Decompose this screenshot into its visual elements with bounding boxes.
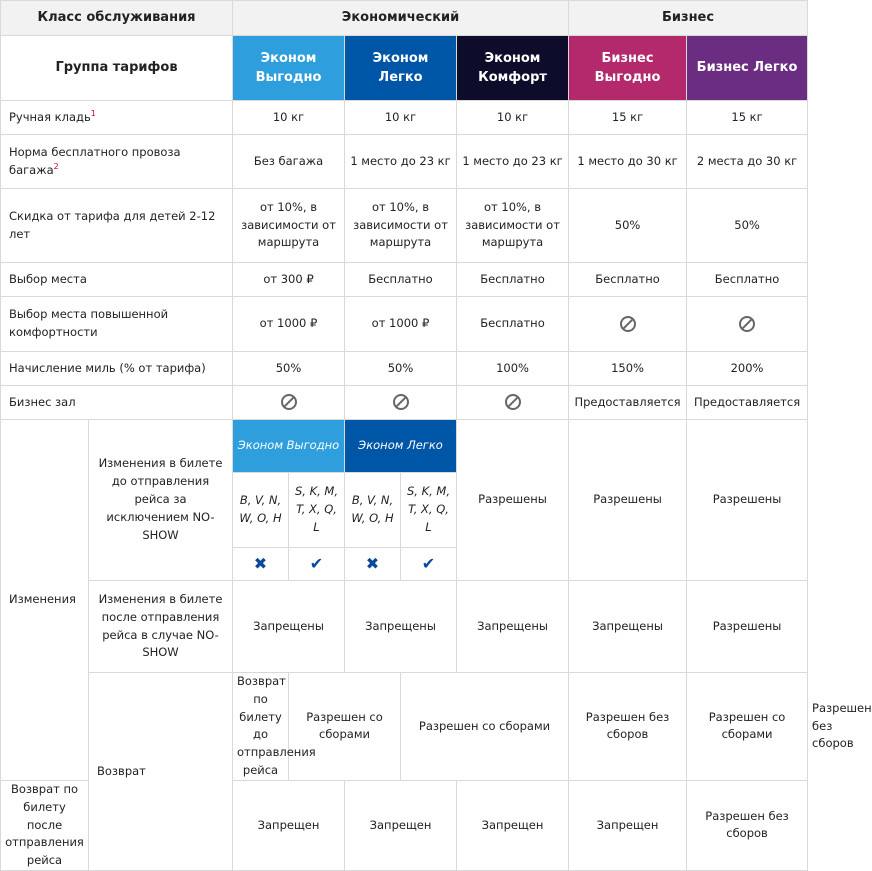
table-cell: 200% [687, 352, 808, 386]
table-cell [289, 548, 345, 581]
not-available-icon [393, 394, 409, 410]
fare-name: Эконом [484, 50, 541, 66]
table-row [1, 386, 808, 420]
table-row [1, 581, 808, 673]
table-cell [457, 386, 569, 420]
table-row [1, 352, 808, 386]
table-cell: 50% [233, 352, 345, 386]
table-cell: Запрещен [569, 780, 687, 870]
table-cell: Разрешены [687, 581, 808, 673]
table-cell: 10 кг [345, 101, 457, 135]
table-cell: Предоставляется [687, 386, 808, 420]
row-label-refund-before: Возврат по билету до отправления рейса [233, 673, 289, 781]
table-cell: Без багажа [233, 135, 345, 189]
section-label-refund: Возврат [89, 673, 233, 871]
table-cell [401, 548, 457, 581]
check-icon: ✔ [309, 553, 324, 573]
not-available-icon [505, 394, 521, 410]
table-cell: 15 кг [569, 101, 687, 135]
row-label-refund-after: Возврат по билету после отправления рейса [1, 780, 89, 870]
section-label-changes: Изменения [1, 420, 89, 781]
table-cell: от 1000 ₽ [345, 297, 457, 352]
table-cell: 2 места до 30 кг [687, 135, 808, 189]
table-cell [233, 548, 289, 581]
table-cell: 50% [569, 189, 687, 263]
table-row [1, 189, 808, 263]
fare-name: Комфорт [478, 70, 547, 85]
table-cell: от 10%, в зависимости от маршрута [457, 189, 569, 263]
row-label-baggage [1, 135, 233, 189]
table-cell: Бесплатно [345, 263, 457, 297]
table-cell: Разрешен со сборами [687, 673, 808, 781]
table-cell: 1 место до 23 кг [457, 135, 569, 189]
check-icon: ✔ [421, 553, 436, 573]
cross-icon: ✖ [365, 553, 380, 573]
table-cell [233, 386, 345, 420]
table-cell: Разрешены [687, 420, 808, 581]
table-cell: 50% [345, 352, 457, 386]
table-cell: от 300 ₽ [233, 263, 345, 297]
table-cell: Предоставляется [569, 386, 687, 420]
fare-econom-vygodno [233, 36, 345, 101]
table-cell: 10 кг [233, 101, 345, 135]
table-row [1, 135, 808, 189]
fare-name: Бизнес [601, 50, 654, 66]
table-cell: 1 место до 30 кг [569, 135, 687, 189]
table-cell: Бесплатно [457, 263, 569, 297]
fare-group-header: Группа тарифов [1, 36, 233, 101]
table-cell: Запрещен [345, 780, 457, 870]
table-cell: Разрешены [569, 420, 687, 581]
table-cell: Бесплатно [569, 263, 687, 297]
table-cell [569, 297, 687, 352]
row-label-miles: Начисление миль (% от тарифа) [1, 352, 233, 386]
service-class-header: Класс обслуживания [1, 1, 233, 36]
sub-fare-econom-legko: Эконом Легко [345, 420, 457, 473]
table-cell: Бесплатно [687, 263, 808, 297]
table-cell: Разрешен без сборов [687, 780, 808, 870]
not-available-icon [281, 394, 297, 410]
table-cell: Запрещен [457, 780, 569, 870]
table-cell [687, 297, 808, 352]
table-cell: Запрещены [457, 581, 569, 673]
footnote-mark: 2 [53, 161, 59, 171]
booking-classes: B, V, N, W, O, H [233, 473, 289, 548]
table-cell [345, 548, 401, 581]
table-cell: 15 кг [687, 101, 808, 135]
table-cell: Разрешен со сборами [401, 673, 569, 781]
table-cell: Разрешен без сборов [569, 673, 687, 781]
row-label-changes-before: Изменения в билете до отправления рейса за исключением NO-SHOW [89, 420, 233, 581]
table-cell: Бесплатно [457, 297, 569, 352]
fare-name: Бизнес Легко [696, 60, 798, 76]
fare-name: Эконом [372, 50, 429, 66]
row-label-hand-luggage [1, 101, 233, 135]
fare-biznes-vygodno [569, 36, 687, 101]
table-cell: 10 кг [457, 101, 569, 135]
table-cell: 100% [457, 352, 569, 386]
table-cell: Разрешены [457, 420, 569, 581]
table-cell: Разрешен со сборами [289, 673, 401, 781]
fare-biznes-legko [687, 36, 808, 101]
table-cell: 50% [687, 189, 808, 263]
booking-classes: S, K, M, T, X, Q, L [289, 473, 345, 548]
table-cell: от 10%, в зависимости от маршрута [345, 189, 457, 263]
table-cell: Запрещены [233, 581, 345, 673]
economy-class-header: Экономический [233, 1, 569, 36]
fare-name: Выгодно [255, 70, 322, 85]
booking-classes: B, V, N, W, O, H [345, 473, 401, 548]
fare-econom-legko [345, 36, 457, 101]
not-available-icon [620, 316, 636, 332]
row-label-changes-after: Изменения в билете после отправления рейса в случае NO-SHOW [89, 581, 233, 673]
table-cell: 1 место до 23 кг [345, 135, 457, 189]
table-cell: Запрещены [345, 581, 457, 673]
row-label-seat: Выбор места [1, 263, 233, 297]
row-label-text: Норма бесплатного провоза багажа [9, 144, 181, 177]
table-cell: от 10%, в зависимости от маршрута [233, 189, 345, 263]
business-class-header: Бизнес [569, 1, 808, 36]
table-row [1, 101, 808, 135]
cross-icon: ✖ [253, 553, 268, 573]
booking-classes: S, K, M, T, X, Q, L [401, 473, 457, 548]
table-cell [345, 386, 457, 420]
fare-econom-komfort [457, 36, 569, 101]
sub-fare-econom-vygodno: Эконом Выгодно [233, 420, 345, 473]
table-cell: Запрещен [233, 780, 345, 870]
footnote-mark: 1 [90, 108, 96, 118]
row-label-comfort-seat: Выбор места повышенной комфортности [1, 297, 233, 352]
table-row: Возврат Возврат по билету до отправления рейса Разрешен со сборами Разрешен со сборами Разрешен без сборов Разрешен со сборами Разрешен без сборов [1, 673, 808, 781]
table-row [1, 420, 808, 473]
row-label-lounge: Бизнес зал [1, 386, 233, 420]
not-available-icon [739, 316, 755, 332]
table-cell: 150% [569, 352, 687, 386]
table-cell: от 1000 ₽ [233, 297, 345, 352]
fare-name: Легко [378, 70, 423, 85]
fare-name: Эконом [260, 50, 317, 66]
row-label-text: Ручная кладь [9, 109, 91, 124]
row-label-child-discount: Скидка от тарифа для детей 2-12 лет [1, 189, 233, 263]
table-row [1, 297, 808, 352]
table-row [1, 263, 808, 297]
fare-name: Выгодно [594, 70, 661, 85]
table-cell: Запрещены [569, 581, 687, 673]
